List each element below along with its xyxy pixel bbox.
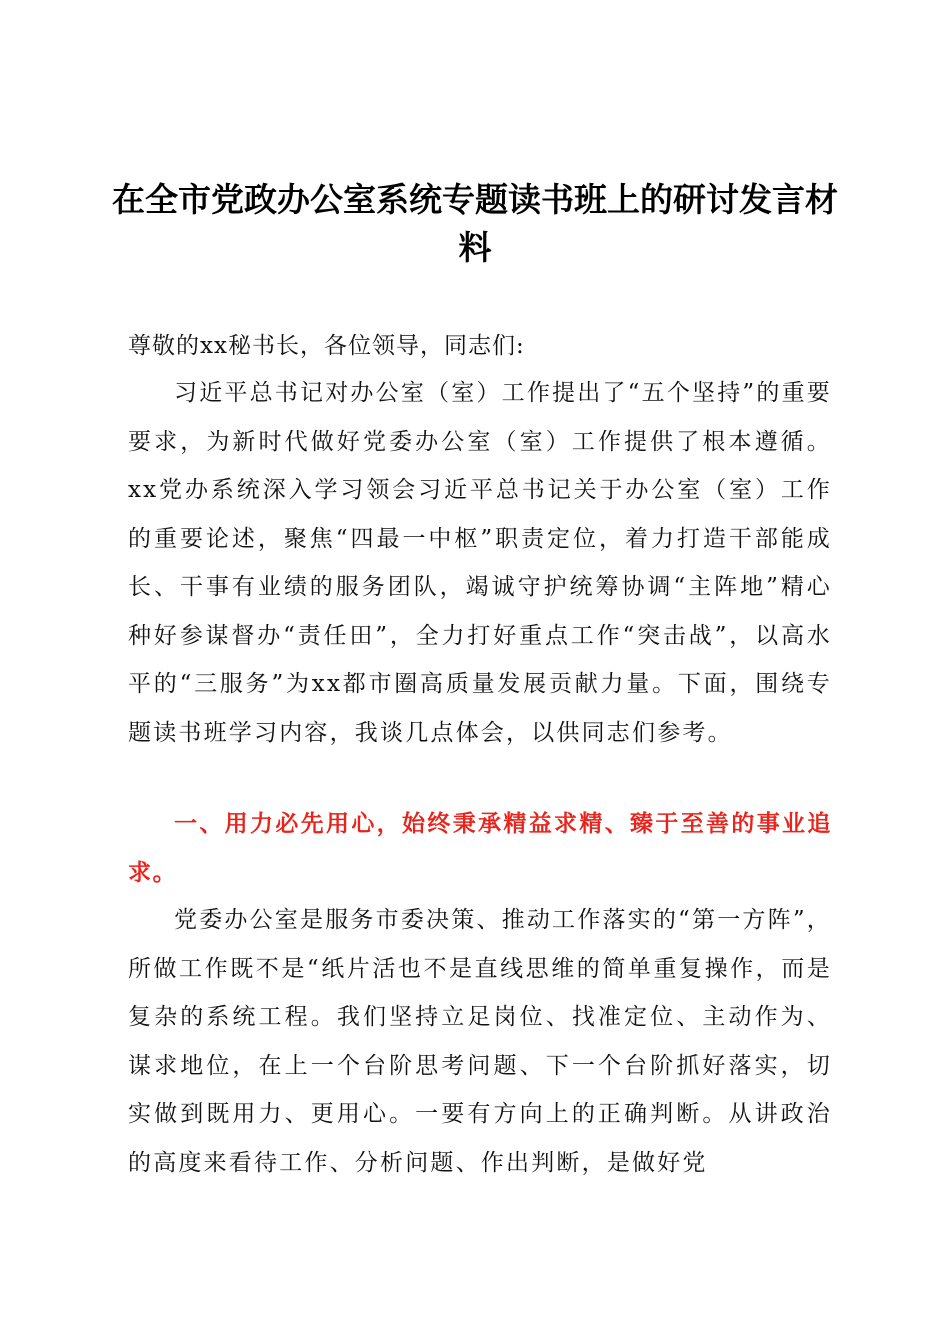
salutation: 尊敬的xx秘书长，各位领导，同志们:: [128, 333, 525, 359]
paragraph-section-1: 党委办公室是服务市委决策、推动工作落实的“第一方阵”，所做工作既不是“纸片活也不是直线思维的简单重复操作，而是复杂的系统工程。我们坚持立足岗位、找准定位、主动作为、谋求地位，在上一个台阶思考问题、下一个台阶抓好落实，切实做到既用力、更用心。一要有方向上的正确判断。从讲政治的高度来看待工作、分析问题、作出判断，是做好党: [128, 907, 832, 1176]
section-heading-1: 一、用力必先用心，始终秉承精益求精、臻于至善的事业追求。: [128, 810, 832, 886]
paragraph-intro: 习近平总书记对办公室（室）工作提出了“五个坚持”的重要要求，为新时代做好党委办公室（室）工作提供了根本遵循。xx党办系统深入学习领会习近平总书记关于办公室（室）工作的重要论述，聚焦“四最一中枢”职责定位，着力打造干部能成长、干事有业绩的服务团队，竭诚守护统筹协调“主阵地”精心种好参谋督办“责任田”，全力打好重点工作“突击战”，以高水平的“三服务”为xx都市圈高质量发展贡献力量。下面，围绕专题读书班学习内容，我谈几点体会，以供同志们参考。: [128, 380, 832, 746]
document-title: 在全市党政办公室系统专题读书班上的研讨发言材料: [112, 180, 838, 267]
